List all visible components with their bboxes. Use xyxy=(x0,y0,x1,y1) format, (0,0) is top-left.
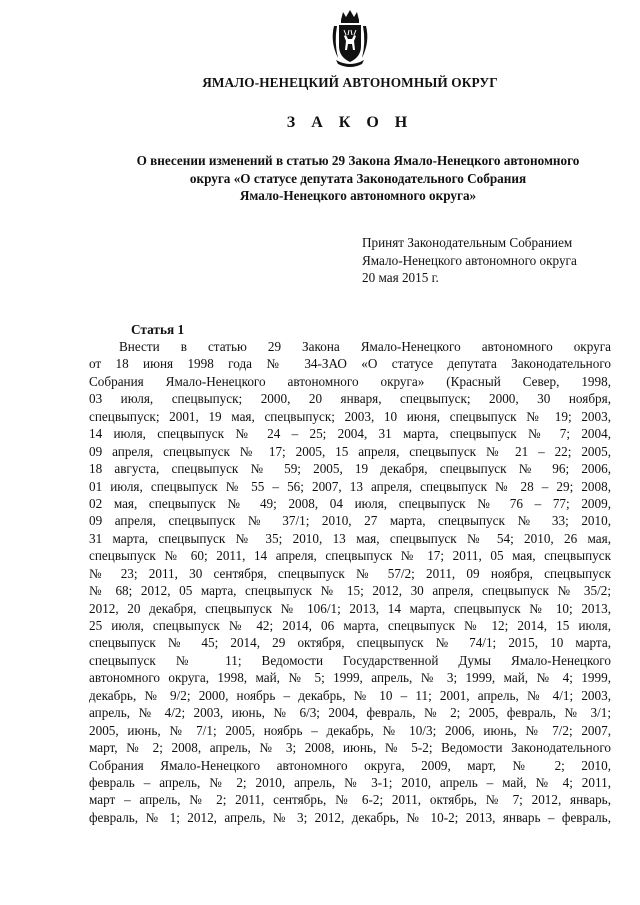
body-line: 02 мая, спецвыпуск № 49; 2008, 04 июля, спецвыпуск № 76 – 77; 2009, xyxy=(89,495,611,511)
body-line: спецвыпуск № 45; 2014, 29 октября, спецвыпуск № 74/1; 2015, 10 марта, xyxy=(89,635,611,651)
body-line: 01 июля, спецвыпуск № 55 – 56; 2007, 13 апреля, спецвыпуск № 28 – 29; 2008, xyxy=(89,478,611,494)
body-line: № 68; 2012, 05 марта, спецвыпуск № 15; 2012, 30 апреля, спецвыпуск № 35/2; xyxy=(89,583,611,599)
body-line: 31 марта, спецвыпуск № 35; 2010, 13 мая, спецвыпуск № 54; 2010, 26 мая, xyxy=(89,530,611,546)
body-line: 2012, 20 декабря, спецвыпуск № 106/1; 2013, 14 марта, спецвыпуск № 10; 2013, xyxy=(89,600,611,616)
law-title-line: О внесении изменений в статью 29 Закона Ямало-Ненецкого автономного xyxy=(136,153,580,168)
body-line: 25 июля, спецвыпуск № 42; 2014, 06 марта, спецвыпуск № 12; 2014, 15 июля, xyxy=(89,618,611,633)
body-line: автономного округа, 1998, май, № 5; 1999, апрель, № 3; 1999, май, № 4; 1999, xyxy=(89,670,611,686)
body-line: март – апрель, № 2; 2011, сентябрь, № 6-2; 2011, октябрь, № 7; 2012, январь, xyxy=(89,792,611,808)
body-line: апрель, № 4/2; 2003, июнь, № 6/3; 2004, февраль, № 2; 2005, февраль, № 3/1; xyxy=(89,705,611,721)
body-line: № 23; 2011, 30 сентября, спецвыпуск № 57/2; 2011, 09 ноября, спецвыпуск xyxy=(89,565,611,581)
body-line: февраль, № 1; 2012, апрель, № 3; 2012, декабрь, № 10-2; 2013, январь – февраль, xyxy=(89,809,611,825)
law-title-line: Ямало-Ненецкого автономного округа» xyxy=(239,188,477,203)
body-line: декабрь, № 9/2; 2000, ноябрь – декабрь, № 10 – 11; 2001, апрель, № 4/1; 2003, xyxy=(89,687,611,703)
body-line: 14 июля, спецвыпуск № 24 – 25; 2004, 31 марта, спецвыпуск № 7; 2004, xyxy=(89,426,611,442)
body-line: 18 августа, спецвыпуск № 59; 2005, 19 декабря, спецвыпуск № 96; 2006, xyxy=(89,461,611,477)
body-line: от 18 июня 1998 года № 34-ЗАО «О статусе депутата Законодательного xyxy=(89,356,611,372)
article-heading: Статья 1 xyxy=(131,322,185,337)
body-line: 09 апреля, спецвыпуск № 17; 2005, 15 апреля, спецвыпуск № 21 – 22; 2005, xyxy=(89,443,611,459)
body-line: Собрания Ямало-Ненецкого автономного округа, 2009, март, № 2; 2010, xyxy=(89,757,611,773)
body-line: спецвыпуск № 11; Ведомости Государственной Думы Ямало-Ненецкого xyxy=(89,652,611,668)
body-line: 03 июля, спецвыпуск; 2000, 20 января, спецвыпуск; 2000, 30 ноября, xyxy=(89,391,611,407)
coat-of-arms-icon xyxy=(328,8,372,68)
body-line: спецвыпуск; 2001, 19 мая, спецвыпуск; 2003, 10 июня, спецвыпуск № 19; 2003, xyxy=(89,408,611,424)
adoption-line: Ямало-Ненецкого автономного округа xyxy=(362,252,577,268)
body-line: Собрания Ямало-Ненецкого автономного округа» (Красный Север, 1998, xyxy=(89,373,611,389)
region-name: ЯМАЛО-НЕНЕЦКИЙ АВТОНОМНЫЙ ОКРУГ xyxy=(202,75,498,90)
article-body xyxy=(89,338,611,826)
body-line: февраль – апрель, № 2; 2010, апрель, № 3-1; 2010, апрель – май, № 4; 2011, xyxy=(89,774,611,790)
body-line: 09 апреля, спецвыпуск № 37/1; 2010, 27 марта, спецвыпуск № 33; 2010, xyxy=(89,513,611,529)
body-line: Внести в статью 29 Закона Ямало-Ненецкого автономного округа xyxy=(119,339,611,354)
body-line: 2005, июнь, № 7/1; 2005, ноябрь – декабрь, № 10/3; 2006, июнь, № 7/2; 2007, xyxy=(89,722,611,738)
document-type: З А К О Н xyxy=(286,114,414,131)
adoption-note xyxy=(362,234,622,287)
body-line: спецвыпуск № 60; 2011, 14 апреля, спецвыпуск № 17; 2011, 05 мая, спецвыпуск xyxy=(89,548,611,564)
law-title-line: округа «О статусе депутата Законодательного Собрания xyxy=(189,170,527,186)
adoption-date: 20 мая 2015 г. xyxy=(362,270,439,285)
body-line: март, № 2; 2008, апрель, № 3; 2008, июнь, № 5-2; Ведомости Законодательного xyxy=(89,740,611,756)
adoption-line: Принят Законодательным Собранием xyxy=(362,235,573,250)
law-title xyxy=(108,152,608,205)
